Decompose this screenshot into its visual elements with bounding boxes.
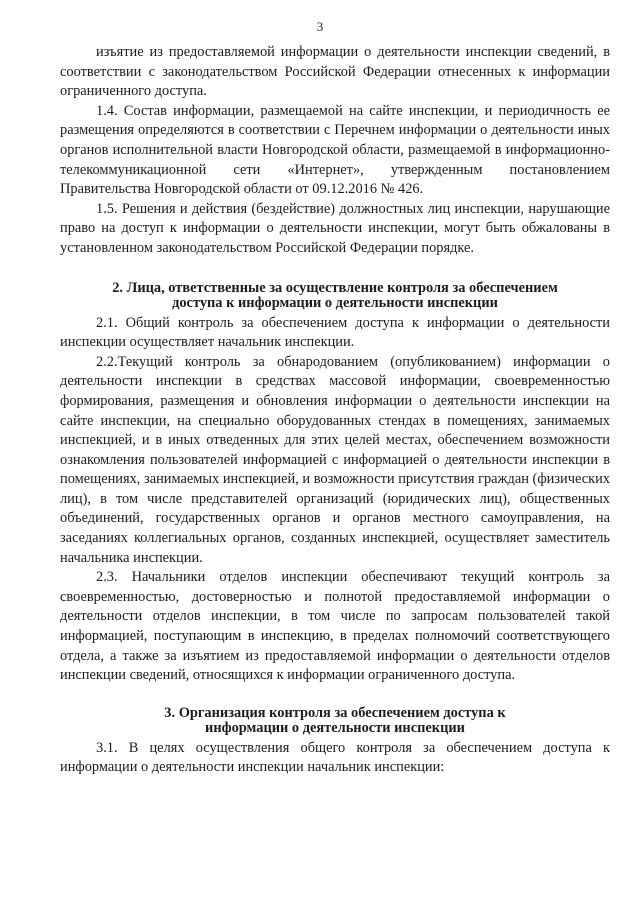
section-2-heading <box>60 281 610 311</box>
page-number: 3 <box>316 19 324 34</box>
section-3-heading-line-1: 3. Организация контроля за обеспечением доступа к <box>164 704 506 721</box>
paragraph-3-1: 3.1. В целях осуществления общего контроля за обеспечением доступа к информации о деятельности инспекции начальник инспекции: <box>60 739 610 776</box>
section-2-heading-line-1: 2. Лица, ответственные за осуществление контроля за обеспечением <box>112 279 558 296</box>
paragraph-1-4: 1.4. Состав информации, размещаемой на сайте инспекции, и периодичность ее размещения определяются в соответствии с Перечнем информации о деятельности иных органов исполнительной власти Новгородской области, размещаемой в информационно-телекоммуникационной сети «Интернет», утвержденным постановлением Правительства Новгородской области от 09.12.2016 № 426. <box>60 102 610 198</box>
section-2-heading-line-2: доступа к информации о деятельности инспекции <box>172 294 498 311</box>
paragraph-2-1: 2.1. Общий контроль за обеспечением доступа к информации о деятельности инспекции осуществляет начальник инспекции. <box>60 314 610 351</box>
paragraph-continuation: изъятие из предоставляемой информации о деятельности инспекции сведений, в соответствии с законодательством Российской Федерации отнесенных к информации ограниченного доступа. <box>60 44 610 100</box>
section-3-heading-line-2: информации о деятельности инспекции <box>205 719 465 736</box>
document-body <box>60 43 610 778</box>
paragraph-2-2: 2.2.Текущий контроль за обнародованием (опубликованием) информации о деятельности инспекции в средствах массовой информации, своевременностью формирования, размещения и обновления информации о деятельности инспекции на сайте инспекции, на специально оборудованных стендах в помещениях, занимаемых инспекцией, и в иных отведенных для этих целей местах, обеспечением возможности ознакомления пользователей информацией с информацией о деятельности инспекции в помещениях, занимаемых инспекцией, и возможности присутствия граждан (физических лиц), в том числе представителей организаций (юридических лиц), общественных объединений, государственных органов и органов местного самоуправления, на заседаниях коллегиальных органов, созданных инспекцией, осуществляет заместитель начальника инспекции. <box>60 353 610 566</box>
paragraph-1-5: 1.5. Решения и действия (бездействие) должностных лиц инспекции, нарушающие право на доступ к информации о деятельности инспекции, могут быть обжалованы в установленном законодательством Российской Федерации порядке. <box>60 200 610 256</box>
paragraph-2-3: 2.3. Начальники отделов инспекции обеспечивают текущий контроль за своевременностью, достоверностью и полнотой предоставляемой информации о деятельности отделов инспекции, в том числе по запросам пользователей такой информацией, поступающим в инспекцию, в пределах полномочий соответствующего отдела, а также за изъятием из предоставляемой информации о деятельности отделов инспекции сведений, относящихся к информации ограниченного доступа. <box>60 569 610 684</box>
section-3-heading <box>60 706 610 736</box>
